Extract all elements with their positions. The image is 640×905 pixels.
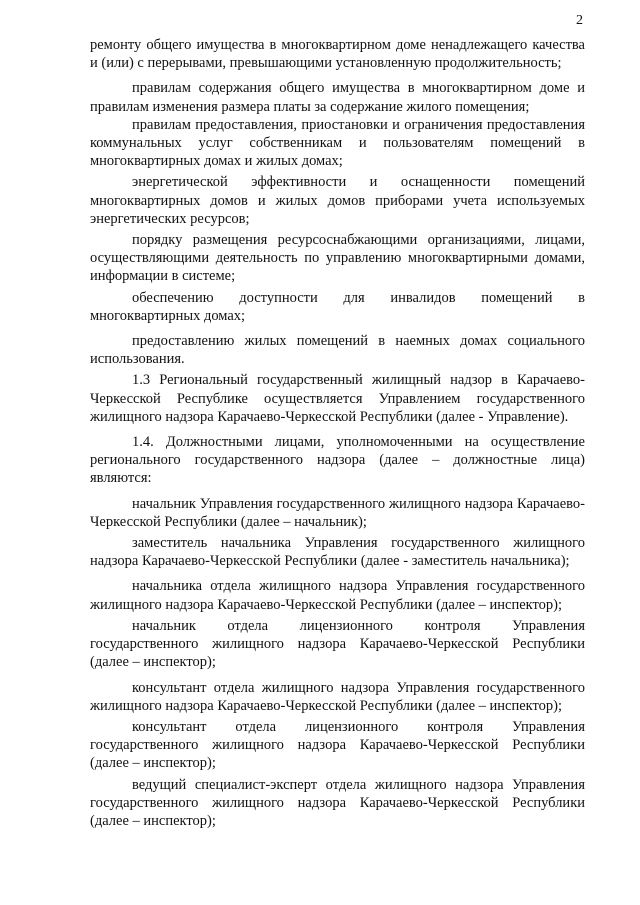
- document-body: [90, 36, 585, 830]
- paragraph-maintenance-rules: правилам содержания общего имущества в многоквартирном доме и правилам изменения размера платы за содержание жилого помещения;: [90, 80, 585, 115]
- list-item-leading-specialist: ведущий специалист-эксперт отдела жилищного надзора Управления государственного жилищного надзора Карачаево-Черкесской Республики (далее – инспектор);: [90, 776, 585, 829]
- list-item-housing-consultant: консультант отдела жилищного надзора Управления государственного жилищного надзора Карачаево-Черкесской Республики (далее – инспектор);: [90, 679, 585, 714]
- paragraph-repair-continuation: ремонту общего имущества в многоквартирном доме ненадлежащего качества и (или) с перерывами, превышающими установленную продолжительность;: [90, 37, 585, 72]
- paragraph-section-1-3: 1.3 Региональный государственный жилищный надзор в Карачаево-Черкесской Республике осуществляется Управлением государственного жилищного надзора Карачаево-Черкесской Республики (далее - Управление).: [90, 372, 585, 425]
- list-item-licensing-dept-head: начальник отдела лицензионного контроля Управления государственного жилищного надзора Карачаево-Черкесской Республики (далее – инспектор);: [90, 617, 585, 671]
- list-item-deputy-head: заместитель начальника Управления государственного жилищного надзора Карачаево-Черкесской Республики (далее - заместитель начальника);: [90, 535, 585, 570]
- paragraph-utility-rules: правилам предоставления, приостановки и ограничения предоставления коммунальных услуг собственникам и пользователям помещений в многоквартирных домах и жилых домах;: [90, 116, 585, 170]
- list-item-licensing-consultant: консультант отдела лицензионного контроля Управления государственного жилищного надзора Карачаево-Черкесской Республики (далее – инспектор);: [90, 718, 585, 772]
- paragraph-social-housing: предоставлению жилых помещений в наемных домах социального использования.: [90, 333, 585, 368]
- paragraph-accessibility: обеспечению доступности для инвалидов помещений в многоквартирных домах;: [90, 289, 585, 324]
- paragraph-section-1-4: 1.4. Должностными лицами, уполномоченными на осуществление регионального государственного надзора (далее – должностные лица) являются:: [90, 434, 585, 487]
- paragraph-information-posting: порядку размещения ресурсоснабжающими организациями, лицами, осуществляющими деятельность по управлению многоквартирными домами, информации в системе;: [90, 232, 585, 285]
- list-item-housing-dept-head: начальника отдела жилищного надзора Управления государственного жилищного надзора Карачаево-Черкесской Республики (далее – инспектор);: [90, 578, 585, 613]
- paragraph-energy-efficiency: энергетической эффективности и оснащенности помещений многоквартирных домов и жилых домов приборами учета используемых энергетических ресурсов;: [90, 174, 585, 227]
- list-item-head: начальник Управления государственного жилищного надзора Карачаево-Черкесской Республики (далее – начальник);: [90, 495, 585, 530]
- page-number: 2: [576, 13, 583, 28]
